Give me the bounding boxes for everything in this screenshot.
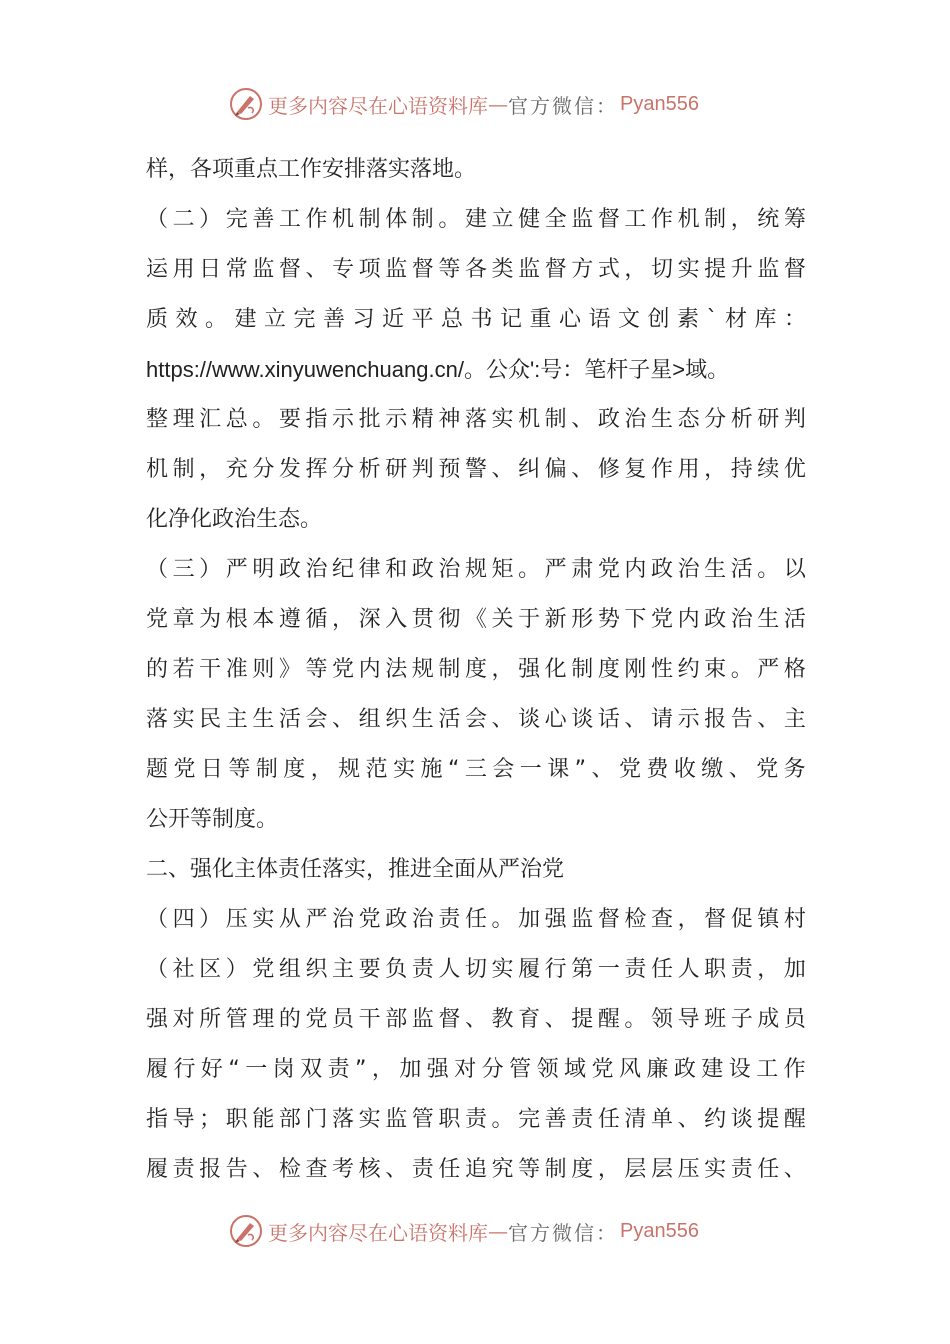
text-line: 指 导 ； 职 能 部 门 落 实 监 管 职 责 。 完 善 责 任 清 单 、 约 谈 提 醒 [146, 1107, 806, 1132]
text-line: 化净化政治生态。 [146, 507, 323, 532]
text-line: 机 制 ， 充 分 发 挥 分 析 研 判 预 警 、 纠 偏 、 修 复 作 用 ， 持 续 优 [146, 457, 806, 482]
text-line: 整 理 汇 总 。 要 指 示 批 示 精 神 落 实 机 制 、 政 治 生 态 分 析 研 判 [146, 407, 806, 432]
text-line: 样，各项重点工作安排落实落地。 [146, 157, 477, 182]
text-line: 运 用 日 常 监 督 、 专 项 监 督 等 各 类 监 督 方 式 ， 切 实 提 升 监 督 [146, 257, 806, 282]
pen-logo-icon [228, 1213, 264, 1249]
watermark-wechat-label: 官方微信： [508, 1220, 618, 1245]
watermark-wechat-label: 官方微信： [508, 93, 618, 118]
text-line: 题 党 日 等 制 度 ， 规 范 实 施 “ 三 会 一 课 ” 、 党 费 收 缴 、 党 务 [146, 757, 806, 782]
watermark-text: 更多内容尽在心语资料库 [268, 1220, 488, 1245]
text-line: 履 责 报 告 、 检 查 考 核 、 责 任 追 究 等 制 度 ， 层 层 压 实 责 任 、 [146, 1157, 806, 1182]
text-line: 落 实 民 主 生 活 会 、 组 织 生 活 会 、 谈 心 谈 话 、 请 示 报 告 、 主 [146, 707, 806, 732]
text-line: 质 效 。 建 立 完 善 习 近 平 总 书 记 重 心 语 文 创 素 ` 材 库 ： [146, 307, 806, 332]
text-line: 公开等制度。 [146, 807, 279, 832]
text-line: （ 三 ） 严 明 政 治 纪 律 和 政 治 规 矩 。 严 肃 党 内 政 治 生 活 。 以 [146, 557, 806, 582]
footer-watermark [228, 1211, 748, 1251]
text-line: 强 对 所 管 理 的 党 员 干 部 监 督 、 教 育 、 提 醒 。 领 导 班 子 成 员 [146, 1007, 806, 1032]
text-line: 的 若 干 准 则 》 等 党 内 法 规 制 度 ， 强 化 制 度 刚 性 约 束 。 严 格 [146, 657, 806, 682]
text-line: 党 章 为 根 本 遵 循 ， 深 入 贯 彻 《 关 于 新 形 势 下 党 内 政 治 生 活 [146, 607, 806, 632]
text-line: 二、强化主体责任落实，推进全面从严治党 [146, 857, 565, 882]
text-line: 履 行 好 “ 一 岗 双 责 ” ， 加 强 对 分 管 领 域 党 风 廉 政 建 设 工 作 [146, 1057, 806, 1082]
text-line: （ 社 区 ） 党 组 织 主 要 负 责 人 切 实 履 行 第 一 责 任 人 职 责 ， 加 [146, 957, 806, 982]
pen-logo-icon [228, 86, 264, 122]
document-body [146, 145, 806, 1195]
text-line: （ 四 ） 压 实 从 严 治 党 政 治 责 任 。 加 强 监 督 检 查 ， 督 促 镇 村 [146, 907, 806, 932]
watermark-separator: — [488, 92, 508, 116]
watermark-text: 更多内容尽在心语资料库 [268, 93, 488, 118]
text-line: https://www.xinyuwenchuang.cn/。公众':号：笔杆子星>域。 [146, 357, 730, 382]
watermark-wechat-id: Pyan556 [620, 1219, 699, 1242]
watermark-wechat-id: Pyan556 [620, 92, 699, 115]
text-line: （ 二 ） 完 善 工 作 机 制 体 制 。 建 立 健 全 监 督 工 作 机 制 ， 统 筹 [146, 207, 806, 232]
header-watermark [228, 84, 748, 124]
watermark-separator: — [488, 1219, 508, 1243]
